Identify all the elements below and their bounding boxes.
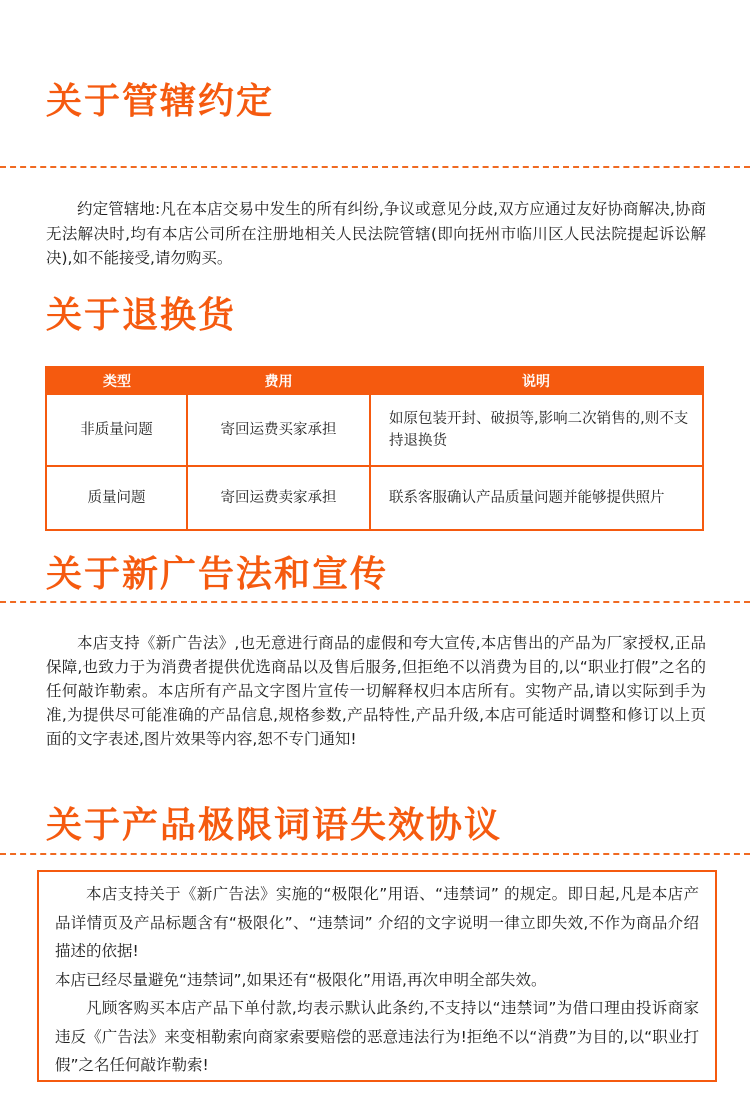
table-row	[46, 466, 703, 530]
header-type: 类型	[46, 367, 187, 394]
row-type: 质量问题	[46, 466, 187, 530]
section-title-jurisdiction: 关于管辖约定	[46, 81, 275, 122]
ad-law-text: 本店支持《新广告法》,也无意进行商品的虚假和夸大宣传,本店售出的产品为厂家授权,正品保障,也致力于为消费者提供优选商品以及售后服务,但拒绝不以消费为目的,以“职业打假”之名的任何敲诈勒索。本店所有产品文字图片宣传一切解释权归本店所有。实物产品,请以实际到手为准,为提供尽可能准确的产品信息,规格参数,产品特性,产品升级,本店可能适时调整和修订以上页面的文字表述,图片效果等内容,恕不专门通知!	[46, 634, 706, 748]
dashed-divider	[0, 853, 750, 855]
extreme-words-p2: 本店已经尽量避免“违禁词”,如果还有“极限化”用语,再次申明全部失效。	[55, 970, 547, 989]
row-type: 非质量问题	[46, 394, 187, 466]
jurisdiction-text: 约定管辖地:凡在本店交易中发生的所有纠纷,争议或意见分歧,双方应通过友好协商解决,协商无法解决时,均有本店公司所在注册地相关人民法院管辖(即向抚州市临川区人民法院提起诉讼解决),如不能接受,请勿购买。	[46, 200, 706, 267]
section-title-returns: 关于退换货	[46, 295, 237, 336]
dashed-divider	[0, 601, 750, 603]
table-row	[46, 394, 703, 466]
row-note: 如原包装开封、破损等,影响二次销售的,则不支持退换货	[370, 394, 703, 466]
header-fee: 费用	[187, 367, 370, 394]
header-note: 说明	[370, 367, 703, 394]
section-title-extreme-words: 关于产品极限词语失效协议	[46, 805, 503, 846]
table-header-row	[46, 367, 703, 394]
row-fee: 寄回运费买家承担	[187, 394, 370, 466]
dashed-divider	[0, 166, 750, 168]
section-title-ad-law: 关于新广告法和宣传	[46, 554, 389, 595]
extreme-words-box	[37, 870, 717, 1082]
returns-table	[45, 366, 704, 531]
extreme-words-p1: 本店支持关于《新广告法》实施的“极限化”用语、“违禁词” 的规定。即日起,凡是本店产品详情页及产品标题含有“极限化”、“违禁词” 介绍的文字说明一律立即失效,不作为商品介绍描述的依据!	[55, 885, 699, 960]
row-note: 联系客服确认产品质量问题并能够提供照片	[370, 466, 703, 530]
row-fee: 寄回运费卖家承担	[187, 466, 370, 530]
extreme-words-p3: 凡顾客购买本店产品下单付款,均表示默认此条约,不支持以“违禁词”为借口理由投诉商家违反《广告法》来变相勒索向商家索要赔偿的恶意违法行为!拒绝不以“消费”为目的,以“职业打假”之名任何敲诈勒索!	[55, 999, 699, 1074]
